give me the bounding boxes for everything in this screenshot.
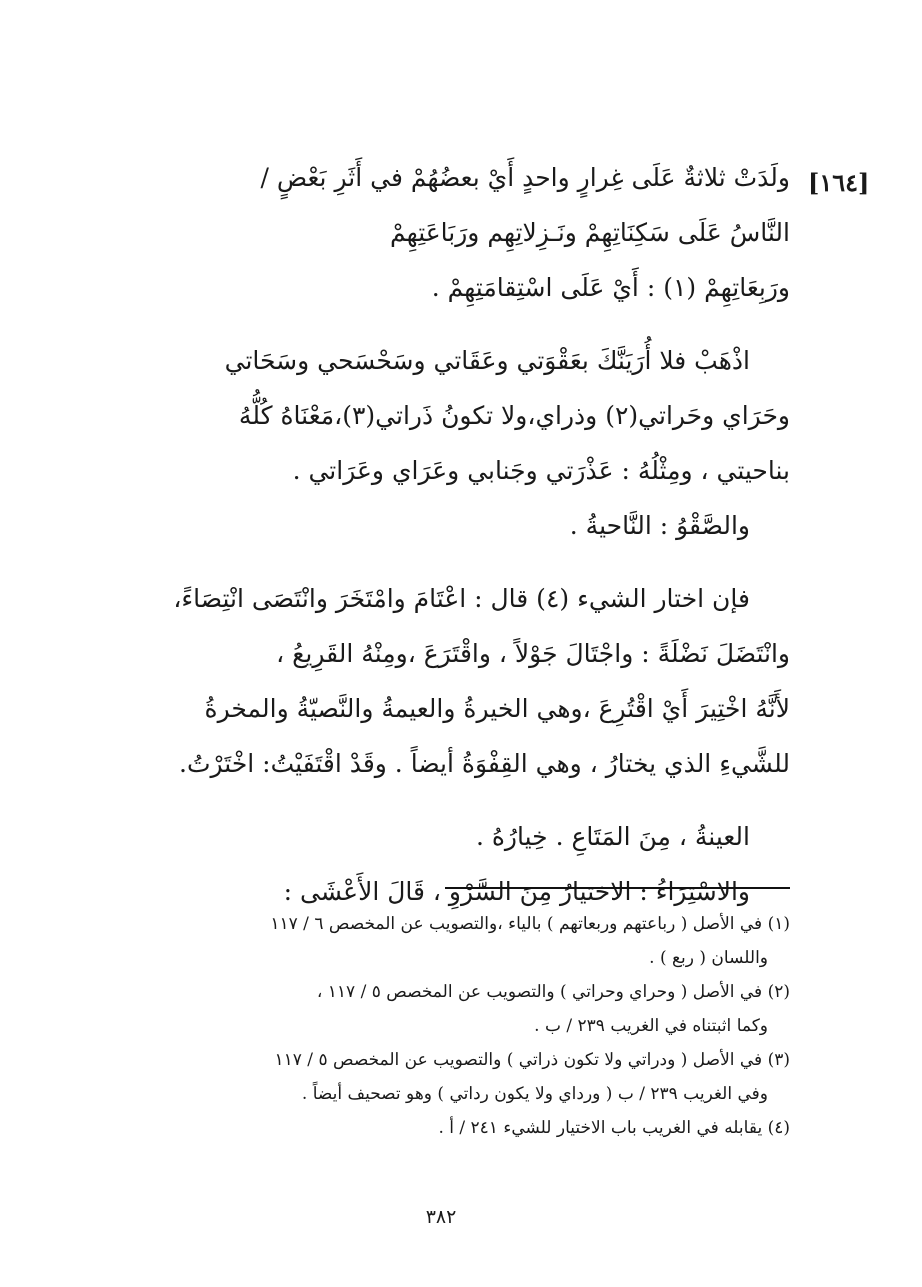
footnote-line: وفي الغريب ٢٣٩ / ب ( ورداي ولا يكون رداتي ) وهو تصحيف أيضاً . [301,1084,768,1104]
main-text [100,150,790,919]
footnote-line: واللسان ( ربع ) . [649,948,768,968]
text-line: فإن اختار الشيء (٤) قال : اعْتَامَ وامْتَخَرَ وانْتَصَى انْتِصَاءً، [173,584,750,613]
footnotes [126,907,790,1145]
text-line: بناحيتي ، ومِثْلُهُ : عَذْرَتي وجَنابي وعَرَاي وعَرَاتي . [292,456,790,485]
text-line: وانْتَضَلَ نَضْلَةً : واجْتَالَ جَوْلاً ، واقْتَرَعَ ،ومِنْهُ القَرِيعُ ، [276,639,790,668]
footnote-divider [445,887,790,889]
text-line: والصَّقْوُ : النَّاحيةُ . [569,511,750,540]
footnote-line: (٤) يقابله في الغريب باب الاختيار للشيء ٢٤١ / أ . [438,1118,790,1138]
margin-section-number: [١٦٤] [808,168,870,197]
text-line: للشَّيءِ الذي يختارُ ، وهي القِفْوَةُ أيضاً . وقَدْ اقْتَفَيْتُ: اخْتَرْتُ. [179,749,790,778]
text-line: ورَبِعَاتِهِمْ (١) : أَيْ عَلَى اسْتِقامَتِهِمْ . [431,273,790,302]
text-line: وحَرَاي وحَراتي(٢) وذراي،ولا تكونُ ذَراتي(٣)،مَعْنَاهُ كُلُّهُ [238,401,790,430]
text-line: اذْهَبْ فلا أُرَيَنَّكَ بعَقْوَتي وعَقَاتي وسَحْسَحي وسَحَاتي [224,346,750,375]
footnote-line: وكما اثبتناه في الغريب ٢٣٩ / ب . [534,1016,768,1036]
text-line: النَّاسُ عَلَى سَكِنَاتِهِمْ ونَـزِلاتِهِم ورَبَاعَتِهِمْ [390,218,790,247]
footnote-line: (٣) في الأصل ( ودراتي ولا تكون ذراتي ) والتصويب عن المخصص ٥ / ١١٧ [274,1050,790,1070]
text-line: ولَدَتْ ثلاثةٌ عَلَى غِرارٍ واحدٍ أَيْ بعضُهُمْ في أَثَرِ بَعْضٍ / [260,163,790,192]
text-line: العينةُ ، مِنَ المَتَاعِ . خِيارُهُ . [475,822,750,851]
footnote-line: (٢) في الأصل ( وحراي وحراتي ) والتصويب عن المخصص ٥ / ١١٧ ، [316,982,790,1002]
text-line: والاسْتِرَاءُ : الاختيارُ مِنَ السَّرْوِ ، قَالَ الأَعْشَى : [283,877,750,906]
page-number: ٣٨٢ [425,1206,457,1228]
text-line: لأَنَّهُ اخْتِيرَ أَيْ اقْتُرِعَ ،وهي الخيرةُ والعيمةُ والنَّصيّةُ والمخرةُ [204,694,790,723]
footnote-line: (١) في الأصل ( رباعتهم وربعاتهم ) بالياء ،والتصويب عن المخصص ٦ / ١١٧ [270,914,790,934]
